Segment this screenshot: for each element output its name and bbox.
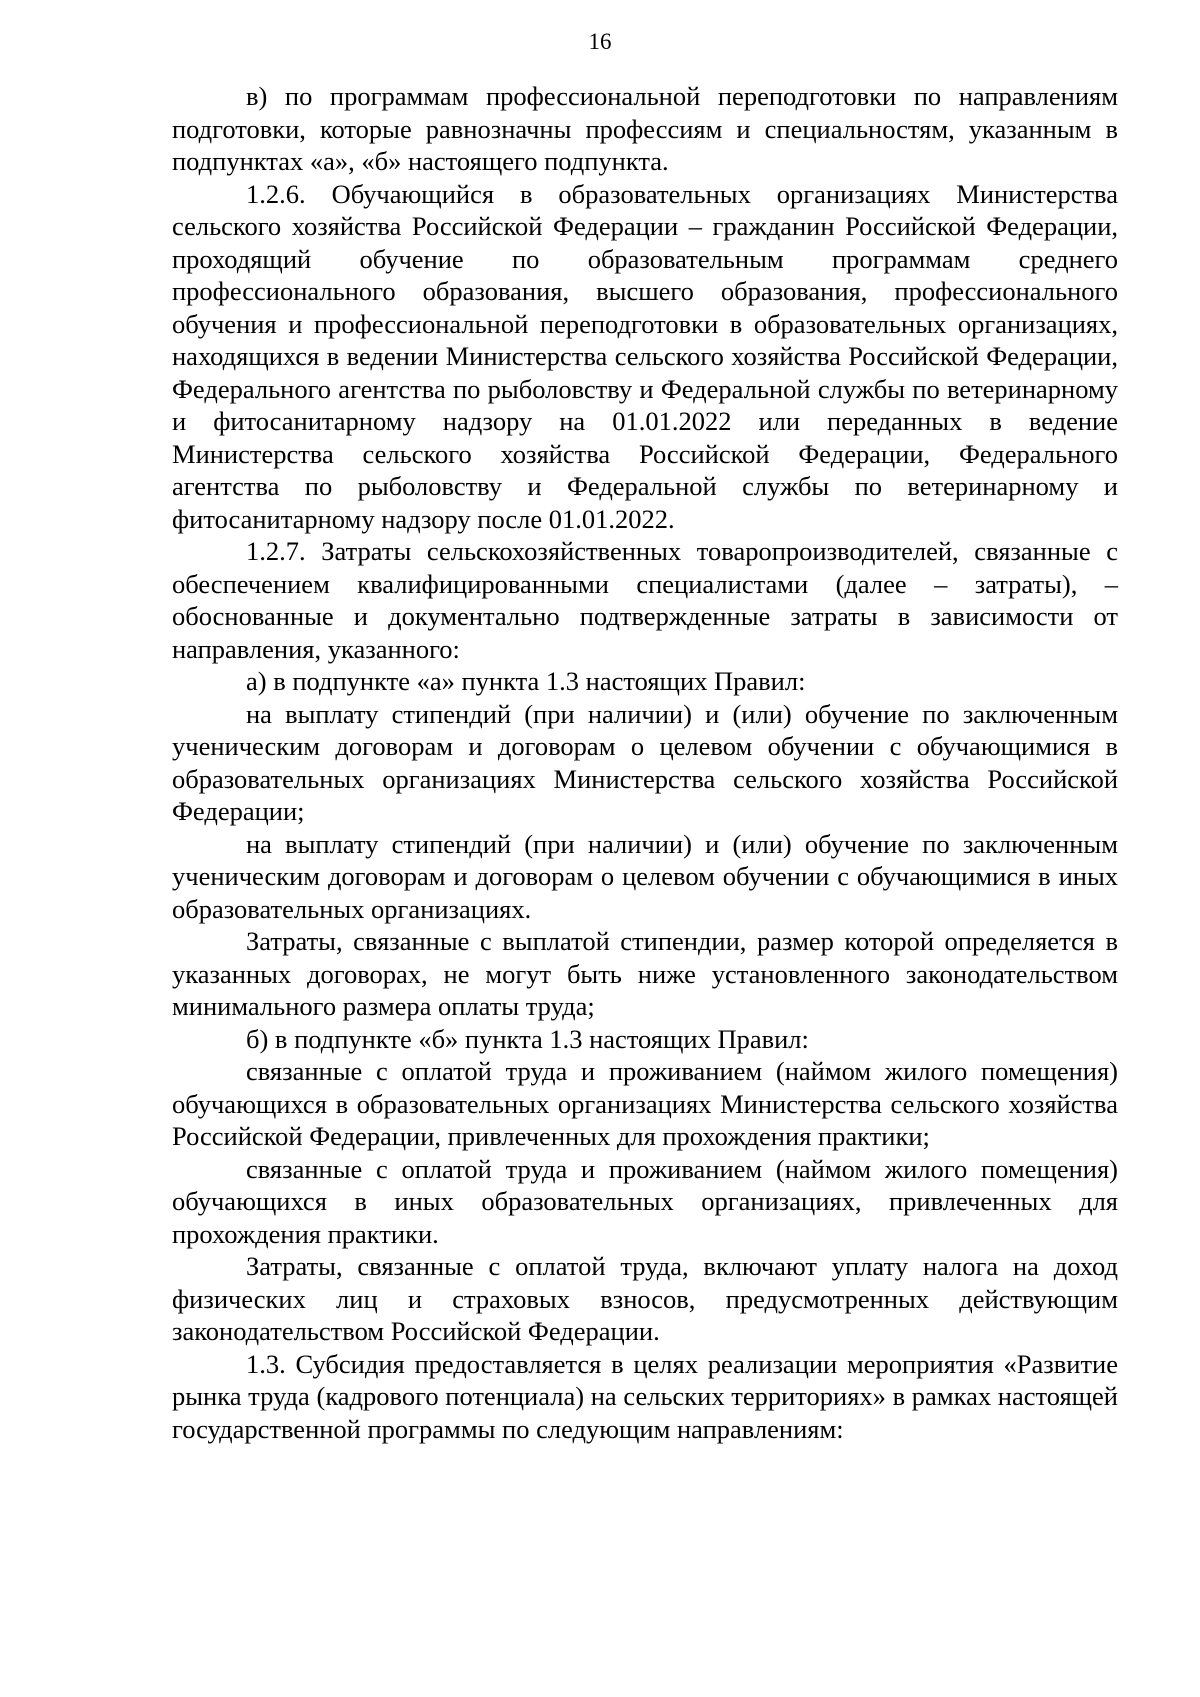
paragraph-subitem-a: а) в подпункте «а» пункта 1.3 настоящих Правил: [246, 666, 806, 696]
paragraph-subitem-b: б) в подпункте «б» пункта 1.3 настоящих Правил: [246, 1023, 809, 1054]
paragraph-practice-ministry: связанные с оплатой труда и проживанием (наймом жилого помещения) обучающихся в образовательных организациях Министерства сельского хозяйства Российской Федерации, привлеченных для прохождения практики; [172, 1056, 1118, 1151]
paragraph-labor-costs: Затраты, связанные с оплатой труда, включают уплату налога на доход физических лиц и страховых взносов, предусмотренных действующим законодательством Российской Федерации. [172, 1251, 1118, 1346]
paragraph-stipend-ministry: на выплату стипендий (при наличии) и (или) обучение по заключенным ученическим договорам и договорам о целевом обучении с обучающимися в образовательных организациях Министерства сельского хозяйства Российской Федерации; [172, 698, 1118, 826]
document-body [172, 80, 1118, 1445]
paragraph-stipend-minimum: Затраты, связанные с выплатой стипендии, размер которой определяется в указанных договорах, не могут быть ниже установленного законодательством минимального размера оплаты труда; [172, 926, 1118, 1021]
paragraph-1-2-7: 1.2.7. Затраты сельскохозяйственных товаропроизводителей, связанные с обеспечением квалифицированными специалистами (далее – затраты), – обоснованные и документально подтвержденные затраты в зависимости от направления, указанного: [172, 536, 1118, 664]
paragraph-1-2-6: 1.2.6. Обучающийся в образовательных организациях Министерства сельского хозяйства Российской Федерации – гражданин Российской Федерации, проходящий обучение по образовательным программам среднего профессионального образования, высшего образования, профессионального обучения и профессиональной переподготовки в образовательных организациях, находящихся в ведении Министерства сельского хозяйства Российской Федерации, Федерального агентства по рыболовству и Федеральной службы по ветеринарному и фитосанитарному надзору на 01.01.2022 или переданных в ведение Министерства сельского хозяйства Российской Федерации, Федерального агентства по рыболовству и Федеральной службы по ветеринарному и фитосанитарному надзору после 01.01.2022. [172, 178, 1118, 534]
paragraph-programs-retraining: в) по программам профессиональной переподготовки по направлениям подготовки, которые равнозначны профессиям и специальностям, указанным в подпунктах «а», «б» настоящего подпункта. [172, 81, 1118, 176]
paragraph-practice-other: связанные с оплатой труда и проживанием (наймом жилого помещения) обучающихся в иных образовательных организациях, привлеченных для прохождения практики. [172, 1153, 1118, 1249]
paragraph-1-3: 1.3. Субсидия предоставляется в целях реализации мероприятия «Развитие рынка труда (кадрового потенциала) на сельских территориях» в рамках настоящей государственной программы по следующим направлениям: [172, 1348, 1118, 1444]
paragraph-stipend-other: на выплату стипендий (при наличии) и (или) обучение по заключенным ученическим договорам и договорам о целевом обучении с обучающимися в иных образовательных организациях. [172, 828, 1118, 924]
page-number: 16 [588, 29, 612, 54]
